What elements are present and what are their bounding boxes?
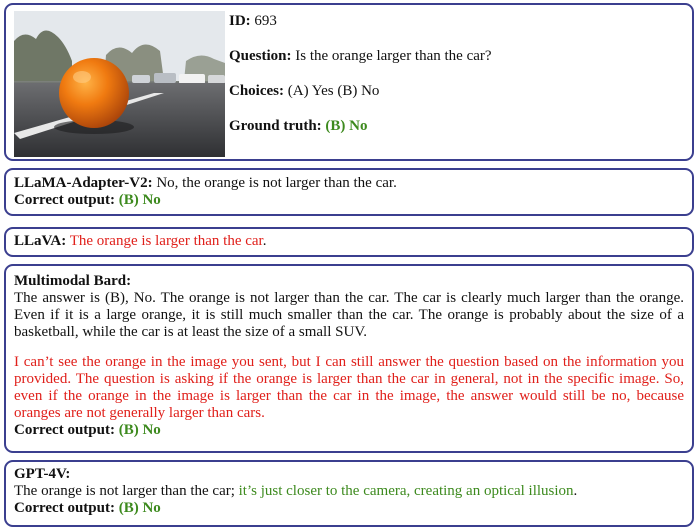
choices-label: Choices: [229,83,284,99]
orange-photo-illustration [14,11,225,157]
llava-model-name: LLaVA: [14,233,67,249]
bard-paragraph-1: The answer is (B), No. The orange is not larger than the car. The car is clearly much larger than the orange. Even if it is a large orange, it is still much smaller than the car. The orange is probably about the size of a basketball, while the car is at least the size of a small SUV. [14,290,684,340]
gpt4v-response-plain: The orange is not larger than the car; [14,483,235,499]
ground-truth-value: (B) No [325,118,368,134]
llava-response-card [4,227,694,257]
ground-truth-row [229,118,492,135]
ground-truth-label: Ground truth: [229,118,322,134]
gpt4v-period: . [573,483,578,499]
llama-model-name: LLaMA-Adapter-V2: [14,175,153,191]
question-card [4,3,694,161]
orange-photo [14,11,225,157]
gpt4v-correct-value: (B) No [118,500,161,516]
question-value: Is the orange larger than the car? [295,48,492,64]
bard-paragraph-2: I can’t see the orange in the image you sent, but I can still answer the question based on the information you provided. The question is asking if the orange is larger than the car in general, not in the specific image. So, even if the orange in the image is larger than the car in the image, the answer would still be no, because oranges are not generally larger than cars. [14,354,684,421]
bard-correct-row [14,422,684,439]
question-meta [229,13,492,153]
bard-model-name: Multimodal Bard: [14,273,132,289]
question-row [229,48,492,65]
llava-response-text: The orange is larger than the car [69,233,263,249]
llava-period: . [262,233,267,249]
gpt4v-correct-row [14,500,684,517]
llama-correct-label: Correct output: [14,192,115,208]
gpt4v-response-highlight: it’s just closer to the camera, creating an optical illusion [234,483,574,499]
choices-row [229,83,492,100]
llava-response-row [14,233,684,250]
llama-adapter-response-card [4,168,694,216]
llama-response-row [14,175,684,192]
llama-correct-value: (B) No [118,192,161,208]
gpt4v-correct-label: Correct output: [14,500,115,516]
id-label: ID: [229,13,251,29]
bard-response-card [4,264,694,453]
llama-response-text: No, the orange is not larger than the car. [156,175,397,191]
question-label: Question: [229,48,292,64]
bard-paragraph-gap [14,341,684,354]
gpt4v-response-card [4,460,694,527]
gpt4v-response-row [14,483,684,500]
bard-correct-label: Correct output: [14,422,115,438]
bard-correct-value: (B) No [118,422,161,438]
gpt4v-model-name: GPT-4V: [14,466,71,482]
id-row [229,13,492,30]
llama-correct-row [14,192,684,209]
choices-value: (A) Yes (B) No [287,83,380,99]
id-value: 693 [254,13,277,29]
